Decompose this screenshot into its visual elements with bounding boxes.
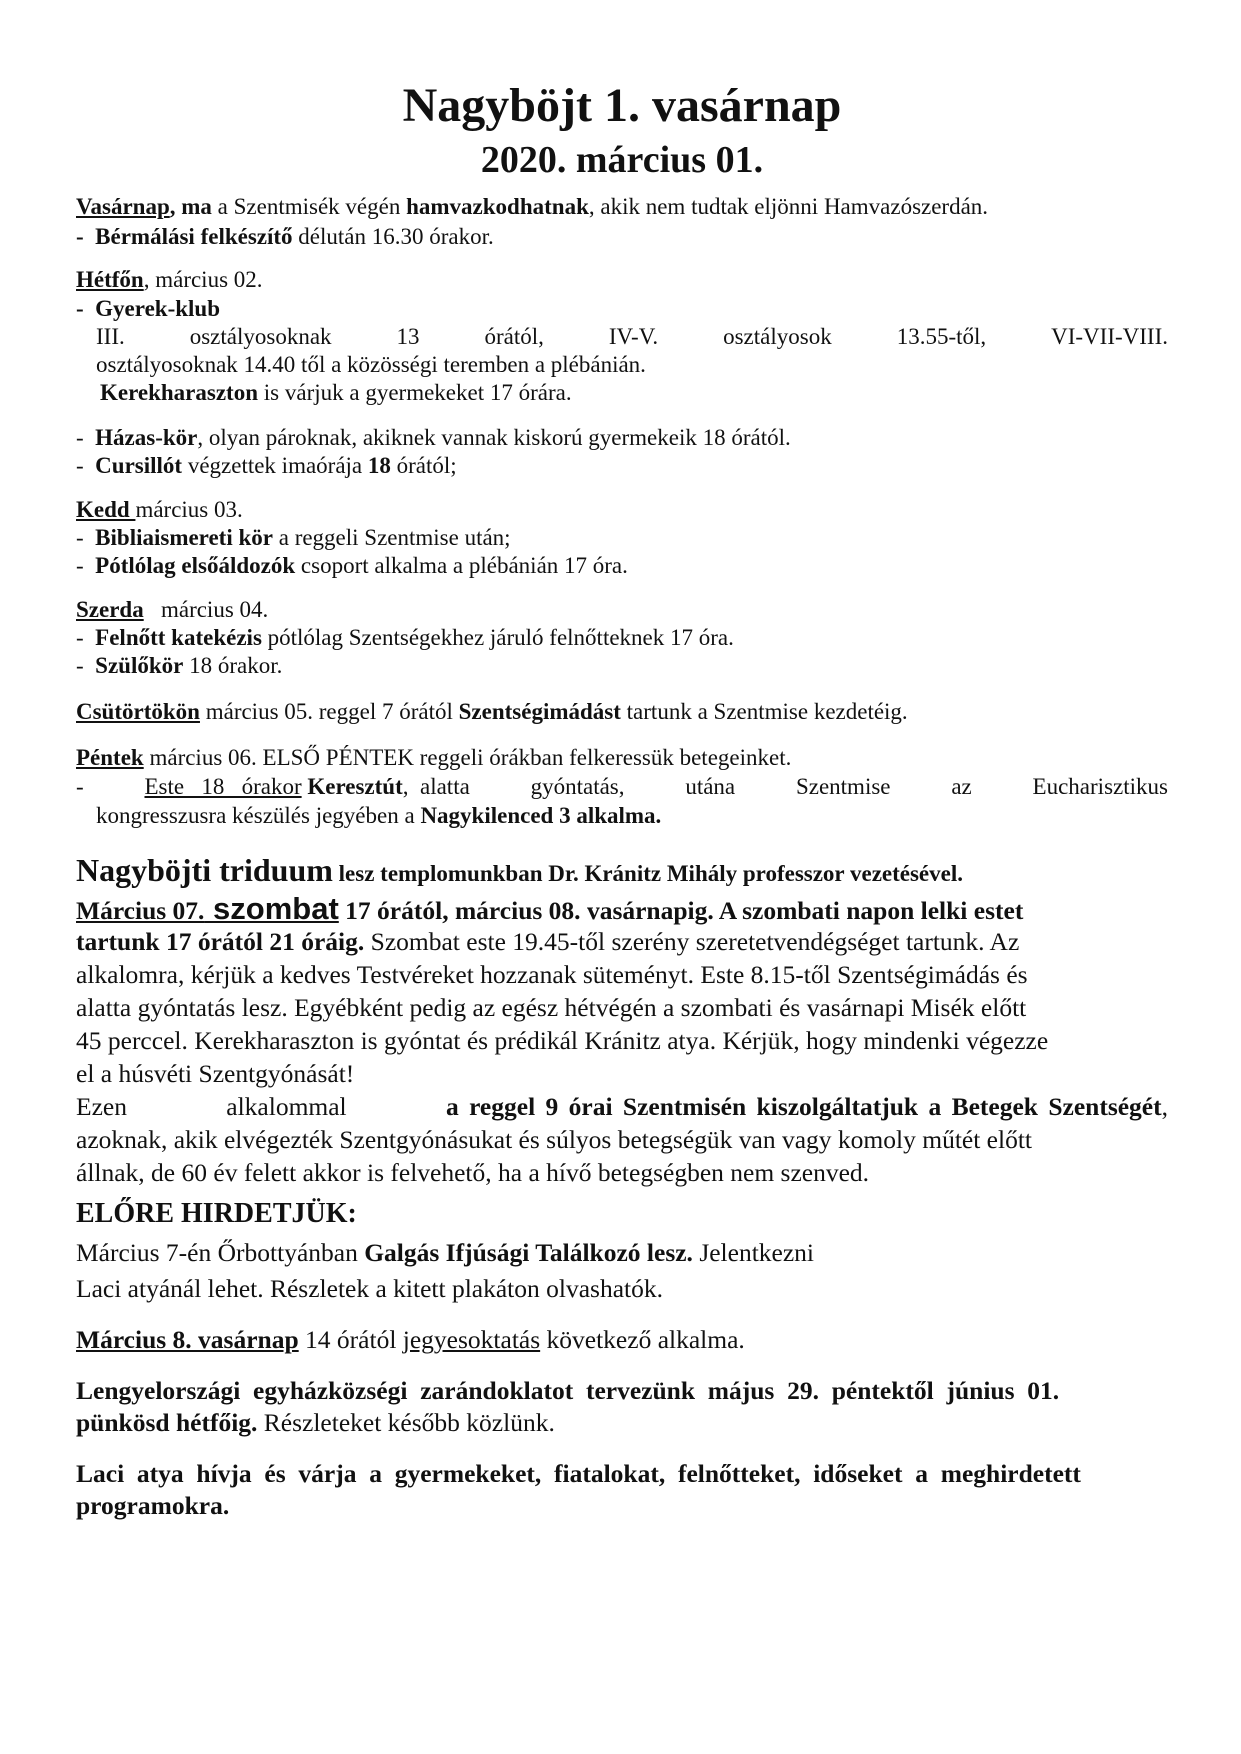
- kids-club-label: Gyerek-klub: [95, 296, 220, 321]
- pilgrimage-text: Részleteket később közlünk.: [257, 1408, 555, 1437]
- monday-label: Hétfőn: [76, 267, 144, 292]
- monday-date: , március 02.: [143, 267, 263, 292]
- wednesday-line: [76, 595, 1168, 625]
- adoration-label: Szentségimádást: [458, 699, 621, 724]
- cursillo-text: végzettek imaórája: [182, 453, 368, 478]
- pilgrimage-date: pünkösd hétfőig.: [76, 1408, 258, 1437]
- galgas-text: Március 7-én Őrbottyánban: [76, 1238, 365, 1267]
- first-communion-text: csoport alkalma a plébánián 17 óra.: [295, 553, 628, 578]
- word: Ezen: [76, 1092, 127, 1121]
- bullet-dash: -: [76, 525, 84, 550]
- stations-label: Keresztút: [307, 774, 403, 799]
- anointing-line: [76, 1090, 1168, 1123]
- marriage-circle-line: [76, 423, 1168, 453]
- adult-catechesis-text: pótlólag Szentségekhez járuló felnőtteknek 17 óra.: [261, 625, 734, 650]
- thursday-line: [76, 697, 1168, 727]
- invitation-line-2: [76, 1489, 1168, 1522]
- bullet-dash: -: [76, 553, 84, 578]
- sunday-ma: , ma: [169, 194, 212, 219]
- bullet-dash: -: [76, 224, 84, 249]
- stations-line: [76, 772, 1168, 802]
- galgas-text-2: Jelentkezni: [692, 1238, 815, 1267]
- wednesday-date: március 04.: [143, 597, 269, 622]
- kids-club-location: osztályosoknak 14.40 től a közösségi teremben a plébánián.: [96, 352, 646, 377]
- invitation-text: Laci atya hívja és várja a gyermekeket, fiatalokat, felnőtteket, időseket a meghirdetett: [76, 1459, 1081, 1488]
- advance-heading: ELŐRE HIRDETJÜK:: [76, 1198, 357, 1229]
- bullet-dash: -: [76, 625, 84, 650]
- word: IV-V.: [608, 324, 659, 349]
- triduum-line-7: el a húsvéti Szentgyónását!: [76, 1059, 355, 1088]
- word: az: [951, 774, 972, 799]
- friday-line: [76, 743, 1168, 773]
- triduum-time: tartunk 17 órától 21 óráig.: [76, 927, 365, 956]
- kerekharaszt-line: [76, 378, 1192, 408]
- cursillo-text-2: órától;: [390, 453, 457, 478]
- sunday-text: a Szentmisék végén: [211, 194, 407, 219]
- page-date: 2020. március 01.: [480, 139, 764, 181]
- engaged-line: [76, 1323, 1168, 1356]
- parents-circle-line: [76, 651, 1168, 681]
- triduum-line-6: 45 perccel. Kerekharaszton is gyóntat és prédikál Kránitz atya. Kérjük, hogy mindenki végezze: [76, 1026, 1049, 1055]
- triduum-dates-line: [76, 892, 1168, 927]
- cursillo-line: [76, 451, 1168, 481]
- word: utána: [685, 774, 736, 799]
- bullet-dash: -: [76, 296, 84, 321]
- kids-club-line: [76, 294, 1168, 324]
- confirmation-text: délután 16.30 órakor.: [292, 224, 494, 249]
- novena-label: Nagykilenced 3 alkalma.: [420, 803, 662, 828]
- stations-time: Este 18 órakor: [144, 774, 302, 799]
- bullet-dash: -: [76, 425, 84, 450]
- word: 13.55-től,: [896, 324, 987, 349]
- thursday-label: Csütörtökön: [76, 699, 200, 724]
- triduum-line-3: [76, 925, 1168, 958]
- bullet-dash: -: [76, 774, 84, 799]
- galgas-line: [76, 1236, 1168, 1269]
- triduum-text-3: Szombat este 19.45-től szerény szeretetvendégséget tartunk. Az: [364, 927, 1020, 956]
- tuesday-date: március 03.: [135, 497, 243, 522]
- bullet-dash: -: [76, 453, 84, 478]
- pilgrimage-line: [76, 1374, 1168, 1407]
- word: gyóntatás,: [530, 774, 625, 799]
- first-communion-line: [76, 551, 1168, 581]
- pilgrimage-label: Lengyelországi egyházközségi zarándoklatot tervezünk május 29. péntektől június 01.: [76, 1376, 1060, 1405]
- word: ,: [1161, 1092, 1168, 1121]
- novena-line: [76, 801, 1188, 831]
- triduum-line-4: alkalomra, kérjük a kedves Testvéreket hozzanak süteményt. Este 8.15-től Szentségimádás és: [76, 960, 1028, 989]
- kerekharaszt-label: Kerekharaszton: [100, 380, 259, 405]
- engaged-text-2: következő alkalma.: [540, 1325, 745, 1354]
- anointing-label: a reggel 9 órai Szentmisén kiszolgáltatjuk a Betegek Szentségét: [445, 1092, 1162, 1121]
- word: órától,: [484, 324, 544, 349]
- novena-text: kongresszusra készülés jegyében a: [96, 803, 421, 828]
- word: osztályosoknak: [189, 324, 332, 349]
- triduum-dates: 17 órától, március 08.: [338, 896, 581, 925]
- marriage-circle-label: Házas-kör: [95, 425, 198, 450]
- parents-circle-label: Szülőkör: [95, 653, 184, 678]
- bible-circle-text: a reggeli Szentmise után;: [272, 525, 511, 550]
- galgas-line-2: Laci atyánál lehet. Részletek a kitett plakáton olvashatók.: [76, 1274, 663, 1303]
- word: osztályosok: [723, 324, 832, 349]
- bible-circle-line: [76, 523, 1168, 553]
- march-07: Március 07.: [76, 896, 205, 925]
- bullet-dash: -: [76, 653, 84, 678]
- sunday-bold: hamvazkodhatnak: [406, 194, 589, 219]
- saturday-label: szombat: [204, 891, 339, 926]
- parents-circle-text: 18 órakor.: [183, 653, 283, 678]
- triduum-line-5: alatta gyóntatás lesz. Egyébként pedig az egész hétvégén a szombati és vasárnapi Misék előtt: [76, 993, 1027, 1022]
- wednesday-label: Szerda: [76, 597, 144, 622]
- tuesday-label: Kedd: [76, 497, 136, 522]
- word: Szentmise: [795, 774, 891, 799]
- triduum-text: lesz templomunkban Dr. Kránitz Mihály professzor vezetésével.: [332, 861, 963, 886]
- sunday-text-2: , akik nem tudtak eljönni Hamvazószerdán.: [588, 194, 989, 219]
- triduum-line-9: azoknak, akik elvégezték Szentgyónásukat és súlyos betegségük van vagy komoly műtét előtt: [76, 1125, 1033, 1154]
- engaged-course: jegyesoktatás: [402, 1325, 541, 1354]
- triduum-label: Nagyböjti triduum: [76, 852, 333, 888]
- kerekharaszt-text: is várjuk a gyermekeket 17 órára.: [258, 380, 572, 405]
- sunday-confirmation-line: [76, 222, 1168, 252]
- sunday-label: Vasárnap: [76, 194, 170, 219]
- word: , alatta: [402, 774, 470, 799]
- invitation-line: [76, 1457, 1168, 1490]
- adult-catechesis-label: Felnőtt katekézis: [95, 625, 262, 650]
- bible-circle-label: Bibliaismereti kör: [95, 525, 273, 550]
- adult-catechesis-line: [76, 623, 1168, 653]
- word: 13: [396, 324, 420, 349]
- triduum-title-line: [76, 850, 1168, 894]
- tuesday-line: [76, 495, 1168, 525]
- engaged-text: 14 órától: [298, 1325, 403, 1354]
- word: III.: [96, 324, 125, 349]
- friday-text: március 06. ELSŐ PÉNTEK reggeli órákban felkeressük betegeinket.: [143, 745, 792, 770]
- friday-label: Péntek: [76, 745, 144, 770]
- page-title: Nagyböjt 1. vasárnap: [402, 79, 842, 132]
- pilgrimage-line-2: [76, 1406, 1168, 1439]
- thursday-text-2: tartunk a Szentmise kezdetéig.: [620, 699, 908, 724]
- sunday-line: [76, 192, 1168, 222]
- cursillo-time: 18: [367, 453, 391, 478]
- confirmation-label: Bérmálási felkészítő: [95, 224, 293, 249]
- thursday-text: március 05. reggel 7 órától: [199, 699, 459, 724]
- triduum-line-10: állnak, de 60 év felett akkor is felvehető, ha a hívő betegségben nem szenved.: [76, 1158, 870, 1187]
- cursillo-label: Cursillót: [95, 453, 183, 478]
- march-8-label: Március 8. vasárnap: [76, 1325, 299, 1354]
- word: VI-VII-VIII.: [1051, 324, 1168, 349]
- marriage-circle-text: , olyan pároknak, akiknek vannak kiskorú gyermekeik 18 órától.: [197, 425, 791, 450]
- monday-line: [76, 265, 1168, 295]
- first-communion-label: Pótlólag elsőáldozók: [95, 553, 296, 578]
- kids-club-times: [76, 322, 1168, 352]
- word: Eucharisztikus: [1032, 774, 1168, 799]
- invitation-text-2: programokra.: [76, 1491, 230, 1520]
- word: alkalommal: [226, 1092, 347, 1121]
- galgas-label: Galgás Ifjúsági Találkozó lesz.: [364, 1238, 693, 1267]
- triduum-dates-2: vasárnapig. A szombati napon lelki estet: [580, 896, 1024, 925]
